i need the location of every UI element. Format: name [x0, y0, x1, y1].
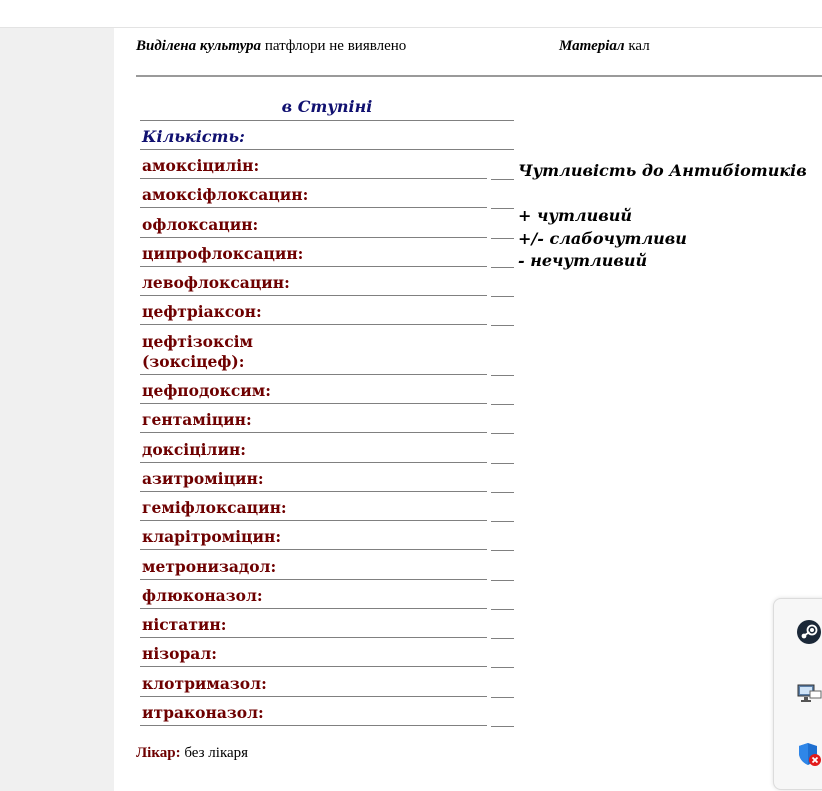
doctor-line [136, 745, 248, 762]
quantity-label: Кількість: [142, 127, 245, 146]
antibiotic-row [142, 185, 487, 205]
antibiotic-result-line [140, 403, 487, 404]
antibiotic-row [142, 440, 487, 460]
antibiotic-row [142, 244, 487, 264]
antibiotic-result-line [140, 266, 487, 267]
antibiotic-result-line [140, 549, 487, 550]
antibiotic-row [142, 332, 487, 372]
antibiotic-row [142, 273, 487, 293]
antibiotic-row [142, 498, 487, 518]
antibiotic-row [142, 557, 487, 577]
antibiotic-result-line [140, 178, 487, 179]
antibiotic-result-line [140, 520, 487, 521]
antibiotic-row [142, 586, 487, 606]
culture-line [136, 38, 406, 55]
antibiotic-row [142, 703, 487, 723]
antibiotic-name: ципрофлоксацин: [142, 244, 304, 263]
legend-moderate: +/- слабочутливи [518, 229, 687, 248]
table-top-line [140, 120, 514, 121]
antibiotic-name: цефтріаксон: [142, 302, 262, 321]
antibiotic-name: амоксіцилін: [142, 156, 260, 175]
antibiotic-sensitivity-line [491, 296, 514, 297]
antibiotic-sensitivity-line [491, 638, 514, 639]
antibiotic-name: левофлоксацин: [142, 273, 290, 292]
antibiotic-name: итраконазол: [142, 703, 264, 722]
antibiotic-name: метронизадол: [142, 557, 277, 576]
windows-security-icon[interactable] [796, 741, 822, 767]
legend-resistant: - нечутливий [518, 251, 648, 270]
antibiotic-name: клотримазол: [142, 674, 267, 693]
top-bar [0, 0, 822, 28]
antibiotic-result-line [140, 374, 487, 375]
antibiotic-sensitivity-line [491, 325, 514, 326]
system-tray-flyout [773, 598, 822, 790]
antibiotic-result-line [140, 432, 487, 433]
antibiotic-sensitivity-line [491, 404, 514, 405]
antibiotic-row [142, 615, 487, 635]
antibiotic-row [142, 674, 487, 694]
antibiotic-result-line [140, 207, 487, 208]
antibiotic-result-line [140, 324, 487, 325]
antibiotic-sensitivity-line [491, 433, 514, 434]
antibiotic-result-line [140, 696, 487, 697]
material-label: Матеріал [559, 38, 625, 54]
antibiotic-sensitivity-line [491, 521, 514, 522]
antibiotic-name: нізорал: [142, 644, 217, 663]
antibiotic-sensitivity-line [491, 375, 514, 376]
antibiotic-row [142, 215, 487, 235]
antibiotic-name: офлоксацин: [142, 215, 259, 234]
sensitivity-title: Чутливість до Антибіотиків [518, 161, 807, 180]
antibiotic-result-line [140, 237, 487, 238]
antibiotic-result-line [140, 295, 487, 296]
antibiotic-sensitivity-line [491, 550, 514, 551]
antibiotic-sensitivity-line [491, 667, 514, 668]
antibiotic-row [142, 410, 487, 430]
antibiotic-sensitivity-line [491, 463, 514, 464]
network-display-icon[interactable] [796, 681, 822, 707]
antibiotic-name: цефподоксим: [142, 381, 271, 400]
degree-label: в Ступіні [281, 97, 373, 116]
antibiotic-sensitivity-line [491, 492, 514, 493]
antibiotic-name: кларітроміцин: [142, 527, 282, 546]
header-divider [136, 75, 822, 77]
antibiotic-sensitivity-line [491, 726, 514, 727]
antibiotic-result-line [140, 491, 487, 492]
antibiotic-row [142, 644, 487, 664]
antibiotic-sensitivity-line [491, 609, 514, 610]
culture-label: Виділена культура [136, 38, 262, 54]
antibiotic-sensitivity-line [491, 267, 514, 268]
culture-value: патфлори не виявлено [264, 38, 407, 54]
antibiotic-sensitivity-line [491, 580, 514, 581]
antibiotic-result-line [140, 637, 487, 638]
quantity-line [140, 149, 514, 150]
material-line [559, 38, 650, 55]
antibiotic-name: ністатин: [142, 615, 227, 634]
antibiotic-name: цефтізоксім (зоксіцеф): [142, 332, 253, 371]
steam-icon[interactable] [796, 619, 822, 645]
legend-sensitive: + чутливий [518, 206, 633, 225]
antibiotic-row [142, 527, 487, 547]
antibiotic-sensitivity-line [491, 179, 514, 180]
antibiotic-name: флюконазол: [142, 586, 263, 605]
doctor-label: Лікар: [136, 745, 181, 761]
antibiotic-sensitivity-line [491, 238, 514, 239]
material-value: кал [628, 38, 650, 54]
antibiotic-sensitivity-line [491, 697, 514, 698]
antibiotic-sensitivity-line [491, 208, 514, 209]
antibiotic-name: амоксіфлоксацин: [142, 185, 309, 204]
antibiotic-row [142, 381, 487, 401]
antibiotic-result-line [140, 462, 487, 463]
antibiotic-name: гентаміцин: [142, 410, 252, 429]
antibiotic-row [142, 469, 487, 489]
antibiotic-result-line [140, 666, 487, 667]
left-panel [0, 28, 114, 791]
antibiotic-row [142, 156, 487, 176]
antibiotic-result-line [140, 608, 487, 609]
antibiotic-row [142, 302, 487, 322]
antibiotic-name: доксіцілин: [142, 440, 247, 459]
antibiotic-result-line [140, 579, 487, 580]
antibiotic-name: азитроміцин: [142, 469, 264, 488]
doctor-value: без лікаря [184, 745, 249, 761]
antibiotic-result-line [140, 725, 487, 726]
antibiotic-name: геміфлоксацин: [142, 498, 287, 517]
